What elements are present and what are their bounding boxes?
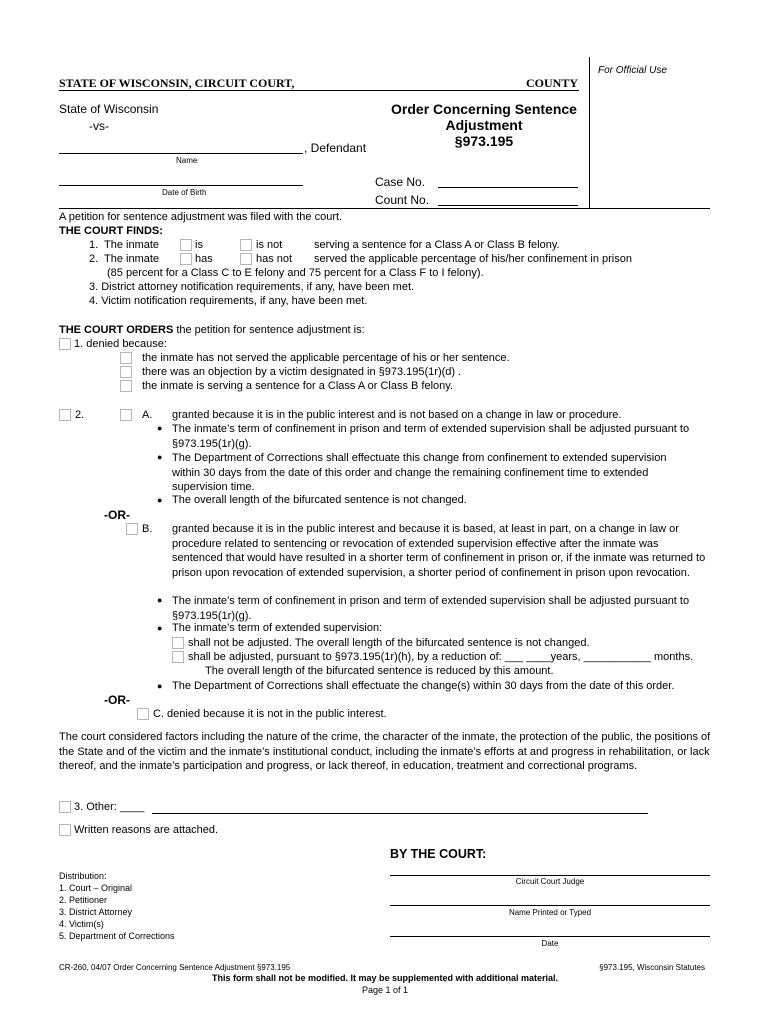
footer-notice: This form shall not be modified. It may be supplemented with additional material. — [211, 973, 559, 983]
bullet-icon: ● — [157, 681, 163, 691]
versus-label: -vs- — [89, 119, 109, 133]
or-separator-1: -OR- — [104, 508, 130, 522]
order-3-other-label: 3. Other: ____ — [74, 801, 145, 813]
page-number: Page 1 of 1 — [361, 985, 409, 995]
extended-supervision-adjusted-checkbox[interactable] — [172, 651, 184, 663]
bullet-icon: ● — [157, 452, 163, 462]
order-3-other-checkbox[interactable] — [59, 801, 71, 813]
finding-2-label: The inmate — [104, 253, 160, 265]
distribution-item: 2. Petitioner — [59, 895, 108, 905]
order-1-checkbox[interactable] — [59, 338, 71, 350]
orders-heading — [59, 324, 365, 336]
finding-4: 4. Victim notification requirements, if any, have been met. — [89, 295, 368, 307]
name-caption: Name — [176, 156, 198, 165]
order-2a-bullet-3: The overall length of the bifurcated sentence is not changed. — [172, 494, 467, 506]
count-number-label: Count No. — [375, 193, 430, 207]
order-2c-text: C. denied because it is not in the public interest. — [153, 708, 387, 720]
case-number-label: Case No. — [375, 175, 426, 189]
distribution-item: 3. District Attorney — [59, 907, 133, 917]
court-considered-paragraph: The court considered factors including the nature of the crime, the character of the inmate, the protection of the public, the positions of the State and of the victim and the inmate’s institutional conduct, including the inmate’s efforts at and progress in rehabilitation, or lack thereof, and the inmate’s participation and progress, or lack thereof, in education, treatment and correctional programs. — [59, 731, 711, 772]
plaintiff-name: State of Wisconsin — [59, 102, 159, 116]
bullet-icon: ● — [157, 595, 163, 605]
order-1c-checkbox[interactable] — [120, 380, 132, 392]
orders-heading-rest: the petition for sentence adjustment is: — [173, 324, 365, 336]
printed-name-caption: Name Printed or Typed — [508, 908, 592, 917]
extended-supervision-not-adjusted-text: shall not be adjusted. The overall length of the bifurcated sentence is not changed. — [188, 637, 590, 649]
judge-signature-line[interactable] — [390, 875, 710, 876]
finding-3: 3. District attorney notification requirements, if any, have been met. — [89, 281, 415, 293]
order-2b-checkbox[interactable] — [126, 523, 138, 535]
distribution-heading: Distribution: — [59, 871, 107, 881]
finding-2-has-checkbox[interactable] — [180, 253, 192, 265]
finding-1-number: 1. — [89, 239, 99, 251]
order-2a-bullet-2: The Department of Corrections shall effectuate this change from confinement to extended supervision within 30 days from the date of this order and change the remaining confinement time to extended supervision time. — [172, 452, 667, 493]
order-2b-bullet-1: The inmate’s term of confinement in prison and term of extended supervision shall be adjusted pursuant to §973.195(1r)(g). — [172, 595, 690, 622]
findings-heading: THE COURT FINDS: — [59, 225, 163, 237]
order-1b-text: there was an objection by a victim designated in §973.195(1r)(d) . — [142, 366, 462, 378]
header-rule — [59, 90, 579, 91]
finding-1-label: The inmate — [104, 239, 160, 251]
order-2a-letter: A. — [142, 409, 153, 421]
extended-supervision-adjusted-continued: The overall length of the bifurcated sentence is reduced by this amount. — [205, 665, 554, 677]
finding-2-number: 2. — [89, 253, 99, 265]
date-signed-line[interactable] — [390, 936, 710, 937]
finding-1-text: serving a sentence for a Class A or Class B felony. — [314, 239, 560, 251]
finding-2-has-label: has — [195, 253, 213, 265]
official-use-label: For Official Use — [598, 65, 667, 76]
dob-caption: Date of Birth — [162, 188, 207, 197]
footer-statute: §973.195, Wisconsin Statutes — [599, 963, 705, 972]
date-caption: Date — [541, 939, 559, 948]
order-1c-text: the inmate is serving a sentence for a Class A or Class B felony. — [142, 380, 454, 392]
bullet-icon: ● — [157, 495, 163, 505]
date-of-birth-line[interactable] — [59, 185, 303, 186]
or-separator-2: -OR- — [104, 693, 130, 707]
by-the-court-heading: BY THE COURT: — [390, 847, 487, 861]
finding-1-is-label: is — [195, 239, 203, 251]
other-text-line[interactable] — [152, 813, 648, 814]
order-1a-text: the inmate has not served the applicable percentage of his or her sentence. — [142, 352, 510, 364]
distribution-item: 4. Victim(s) — [59, 919, 104, 929]
finding-2-continued: (85 percent for a Class C to E felony and 75 percent for a Class F to I felony). — [107, 267, 484, 279]
written-reasons-label: Written reasons are attached. — [74, 824, 219, 836]
bullet-icon: ● — [157, 423, 163, 433]
county-label: COUNTY — [526, 76, 579, 90]
finding-1-is-checkbox[interactable] — [180, 239, 192, 251]
order-1b-checkbox[interactable] — [120, 366, 132, 378]
extended-supervision-adjusted-text: shall be adjusted, pursuant to §973.195(1r)(h), by a reduction of: ___ ____years, ___________ months. — [188, 651, 694, 663]
order-2-label: 2. — [75, 409, 85, 421]
order-1a-checkbox[interactable] — [120, 352, 132, 364]
finding-2-text: served the applicable percentage of his/her confinement in prison — [314, 253, 632, 265]
order-2b-text: granted because it is in the public interest and because it is based, at least in part, on a change in law or procedure related to sentencing or revocation of extended supervision effective after the inmate was sentenced that would have resulted in a shorter term of confinement in prison or, if the inmate was returned to prison upon revocation of extended supervision, a shorter period of confinement in prison upon revocation. — [172, 523, 706, 579]
defendant-name-line[interactable] — [59, 153, 303, 154]
intro-statement: A petition for sentence adjustment was filed with the court. — [59, 211, 343, 223]
extended-supervision-not-adjusted-checkbox[interactable] — [172, 637, 184, 649]
form-title-line2: Adjustment — [445, 117, 523, 133]
finding-1-is-not-label: is not — [256, 239, 283, 251]
order-2a-checkbox[interactable] — [120, 409, 132, 421]
form-title-statute: §973.195 — [454, 133, 514, 149]
order-2b-letter: B. — [142, 523, 153, 535]
case-number-line[interactable] — [438, 187, 578, 188]
footer-form-id: CR-260, 04/07 Order Concerning Sentence Adjustment §973.195 — [59, 963, 291, 972]
order-2a-bullet-1: The inmate’s term of confinement in prison and term of extended supervision shall be adjusted pursuant to §973.195(1r)(g). — [172, 423, 690, 450]
finding-1-is-not-checkbox[interactable] — [240, 239, 252, 251]
order-2-checkbox[interactable] — [59, 409, 71, 421]
distribution-item: 5. Department of Corrections — [59, 931, 175, 941]
court-heading: STATE OF WISCONSIN, CIRCUIT COURT, — [59, 76, 295, 90]
orders-heading-bold: THE COURT ORDERS — [59, 324, 174, 336]
count-number-line[interactable] — [438, 205, 578, 206]
order-2b-bullet-2: The inmate’s term of extended supervision: — [172, 622, 383, 634]
form-title-line1: Order Concerning Sentence — [391, 101, 577, 117]
defendant-label: , Defendant — [304, 141, 367, 155]
finding-2-has-not-checkbox[interactable] — [240, 253, 252, 265]
section-rule — [59, 208, 710, 209]
order-2c-checkbox[interactable] — [137, 708, 149, 720]
order-2a-text: granted because it is in the public interest and is not based on a change in law or procedure. — [172, 409, 622, 421]
written-reasons-checkbox[interactable] — [59, 824, 71, 836]
order-1-label: 1. denied because: — [74, 338, 167, 350]
judge-caption: Circuit Court Judge — [515, 877, 585, 886]
finding-2-has-not-label: has not — [256, 253, 293, 265]
bullet-icon: ● — [157, 623, 163, 633]
printed-name-line[interactable] — [390, 905, 710, 906]
distribution-item: 1. Court – Original — [59, 883, 133, 893]
order-2b-bullet-3: The Department of Corrections shall effectuate the change(s) within 30 days from the date of this order. — [172, 680, 675, 692]
